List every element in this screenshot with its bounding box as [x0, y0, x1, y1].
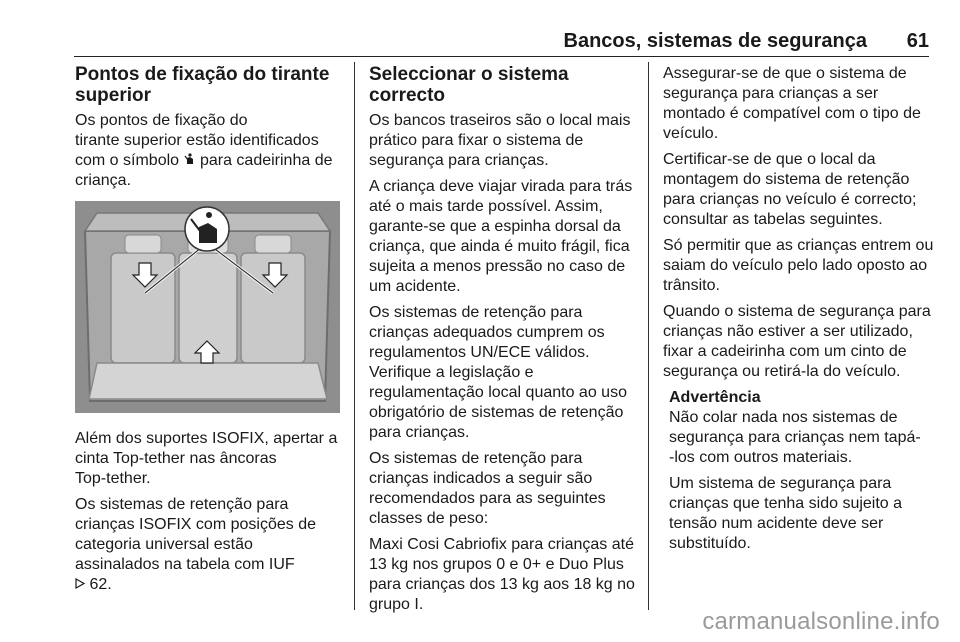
cross-reference-link[interactable]: 62. — [89, 576, 112, 593]
paragraph-isofix-tether: Além dos suportes ISOFIX, apertar a cinta Top-tether nas âncoras Top-tether. — [75, 430, 338, 487]
watermark: carmanualsonline.info — [702, 608, 940, 635]
column-1 — [75, 64, 343, 601]
paragraph-compatibility: Assegurar-se de que o sistema de segurança para crianças a ser montado é compatível com o tipo de veículo. — [663, 65, 921, 142]
column-3 — [663, 64, 934, 560]
heading-top-tether: Pontos de fixação do tirante superior — [75, 64, 330, 106]
paragraph-seat-models: Maxi Cosi Cabriofix para crianças até 13 kg nos grupos 0 e 0+ e Duo Plus para crianças dos 13 kg aos 18 kg no grupo I. — [369, 536, 635, 613]
warning-box — [669, 388, 929, 554]
paragraph-recommended: Os sistemas de retenção para crianças indicados a seguir são recomendados para as seguintes classes de peso: — [369, 450, 606, 527]
cargo-area-illustration — [75, 201, 340, 413]
paragraph-rear-facing: A criança deve viajar virada para trás até o mais tarde possível. Assim, garante-se que a espinha dorsal da criança, que ainda é muito frágil, fica sujeita a menos pressão no caso de um acidente. — [369, 178, 633, 295]
paragraph-isofix-table: Os sistemas de retenção para crianças ISOFIX com posições de categoria universal estão assinalados na tabela com IUF 62. — [75, 496, 316, 593]
paragraph-rear-seats: Os bancos traseiros são o local mais prático para fixar o sistema de segurança para crianças. — [369, 112, 631, 169]
heading-select-system: Seleccionar o sistema correcto — [369, 64, 569, 106]
page-header — [74, 30, 929, 56]
header-rule — [74, 56, 929, 57]
paragraph-tether-points: Os pontos de fixação do tirante superior estão identificados com o símbolo para cadeirinha de criança. — [75, 112, 333, 189]
warning-title: Advertência — [669, 389, 761, 406]
warning-paragraph-2: Um sistema de segurança para crianças que tenha sido sujeito a tensão num acidente deve ser substituído. — [669, 475, 903, 552]
page-number: 61 — [906, 30, 929, 52]
paragraph-not-in-use: Quando o sistema de segurança para crianças não estiver a ser utilizado, fixar a cadeirinha com um cinto de segurança ou retirá-la do veículo. — [663, 303, 931, 380]
warning-paragraph-1: Não colar nada nos sistemas de segurança para crianças nem tapá- -los com outros materiais. — [669, 409, 921, 466]
column-divider-1 — [354, 62, 355, 610]
paragraph-traffic-side: Só permitir que as crianças entrem ou saiam do veículo pelo lado oposto ao trânsito. — [663, 237, 934, 294]
paragraph-regulations: Os sistemas de retenção para crianças adequados cumprem os regulamentos UN/ECE válidos. Verifique a legislação e regulamentação local quanto ao uso obrigatório de sistemas de retenção para crianças. — [369, 304, 627, 441]
column-divider-2 — [648, 62, 649, 610]
section-title: Bancos, sistemas de segurança — [563, 30, 867, 52]
column-2 — [369, 64, 635, 621]
paragraph-mount-location: Certificar-se de que o local da montagem do sistema de retenção para crianças no veículo é correcto; consultar as tabelas seguintes. — [663, 151, 917, 228]
triangle-right-icon — [75, 577, 85, 592]
child-seat-tether-icon — [184, 153, 196, 168]
